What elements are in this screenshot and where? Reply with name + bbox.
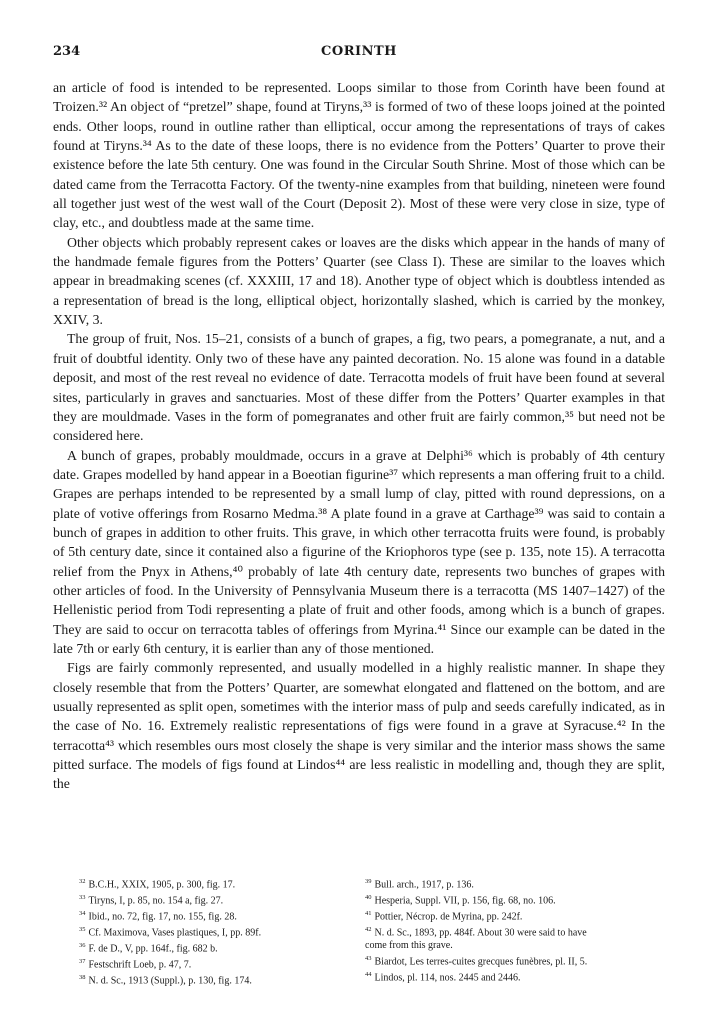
page-number: 234 xyxy=(53,44,81,59)
footnote-text: N. d. Sc., 1913 (Suppl.), p. 130, fig. 174. xyxy=(88,975,252,987)
footnote-number: 41 xyxy=(365,910,372,918)
footnote-number: 43 xyxy=(365,954,372,962)
footnote xyxy=(365,876,665,892)
page-header xyxy=(53,44,665,64)
footnote-text: Ibid., no. 72, fig. 17, no. 155, fig. 28. xyxy=(88,911,237,923)
footnote-text: Cf. Maximova, Vases plastiques, I, pp. 89f. xyxy=(88,927,262,939)
paragraph: Other objects which probably represent cakes or loaves are the disks which appear in the hands of many of the handmade female figures from the Potters’ Quarter (see Class I). These are similar to the loaves which appear in breadmaking scenes (cf. XXXIII, 17 and 18). Another type of object which is doubtless intended as a representation of bread is the long, elliptical object, horizontally slashed, which is carried by the monkey, XXIV, 3. xyxy=(53,234,665,328)
body-text xyxy=(53,78,665,794)
paragraph: The group of fruit, Nos. 15–21, consists of a bunch of grapes, a fig, two pears, a pomegranate, a nut, and a fruit of doubtful identity. Only two of these have any painted decoration. No. 15 alone was found in a datable deposit, and most of the rest reveal no evidence of date. Terracotta models of fruit have been found at several sites, particularly in graves and sanctuaries. Most of these differ from the Potters’ Quarter examples in that they are mouldmade. Vases in the form of pomegranates and other fruit are fairly common,³⁵ but need not be considered here. xyxy=(53,331,665,444)
footnotes-left-column xyxy=(79,876,371,988)
footnote-number: 36 xyxy=(79,942,86,950)
footnotes xyxy=(53,876,665,986)
footnote-number: 34 xyxy=(79,910,86,918)
footnote xyxy=(79,956,371,972)
footnote-number: 33 xyxy=(79,894,86,902)
footnote-number: 42 xyxy=(365,926,372,934)
footnote-text: F. de D., V, pp. 164f., fig. 682 b. xyxy=(88,943,218,955)
footnote xyxy=(365,908,665,924)
footnote xyxy=(79,924,371,940)
footnote-text: Tiryns, I, p. 85, no. 154 a, fig. 27. xyxy=(88,895,224,907)
footnote-text: Biardot, Les terres-cuites grecques funèbres, pl. II, 5. xyxy=(374,956,588,968)
footnote-number: 32 xyxy=(79,878,86,885)
footnote-number: 35 xyxy=(79,926,86,934)
running-head: CORINTH xyxy=(321,44,397,59)
footnote xyxy=(79,908,371,924)
footnote-text: Lindos, pl. 114, nos. 2445 and 2446. xyxy=(374,972,521,984)
footnote xyxy=(365,892,665,908)
footnote-text: Pottier, Nécrop. de Myrina, pp. 242f. xyxy=(374,911,523,923)
footnote-text: B.C.H., XXIX, 1905, p. 300, fig. 17. xyxy=(88,879,236,891)
footnote xyxy=(79,892,371,908)
paragraph: Figs are fairly commonly represented, and usually modelled in a highly realistic manner. In shape they closely resemble that from the Potters’ Quarter, are somewhat elongated and flattened on the bottom, and are usually represented as split open, sometimes with the interior mass of pulp and seeds carefully indicated, as in the case of No. 16. Extremely realistic representations of figs were found in a grave at Syracuse.⁴² In the terracotta⁴³ which resembles ours most closely the shape is very similar and the interior mass shows the same pitted surface. The models of figs found at Lindos⁴⁴ are less realistic in modelling and, though they are split, the xyxy=(53,660,665,792)
footnote xyxy=(79,876,371,892)
footnote-number: 40 xyxy=(365,894,372,902)
footnotes-right-column xyxy=(365,876,665,985)
footnote-number: 44 xyxy=(365,970,372,978)
footnote xyxy=(79,940,371,956)
footnote-text: come from this grave. xyxy=(365,940,453,952)
footnote-text: N. d. Sc., 1893, pp. 484f. About 30 were said to have xyxy=(374,927,587,939)
footnote-continuation xyxy=(365,940,665,953)
footnote xyxy=(365,969,665,985)
footnote xyxy=(365,953,665,969)
footnote-number: 38 xyxy=(79,974,86,982)
footnote-text: Bull. arch., 1917, p. 136. xyxy=(374,879,474,891)
footnote-text: Hesperia, Suppl. VII, p. 156, fig. 68, no. 106. xyxy=(374,895,556,907)
footnote-number: 39 xyxy=(365,878,372,885)
footnote-text: Festschrift Loeb, p. 47, 7. xyxy=(88,959,192,971)
footnote-number: 37 xyxy=(79,958,86,966)
paragraph: A bunch of grapes, probably mouldmade, occurs in a grave at Delphi³⁶ which is probably of 4th century date. Grapes modelled by hand appear in a Boeotian figurine³⁷ which represents a man offering fruit to a child. Grapes are perhaps intended to be represented by a small lump of clay, pitted with round depressions, on a plate of votive offerings from Rosarno Medma.³⁸ A plate found in a grave at Carthage³⁹ was said to contain a bunch of grapes in addition to other fruits. This grave, in which other terracotta fruits were found, is probably of 5th century date, since it contained also a figurine of the Kriophoros type (see p. 135, note 15). A terracotta relief from the Pnyx in Athens,⁴⁰ probably of late 4th century date, represents two bunches of grapes with other articles of food. In the University of Pennsylvania Museum there is a terracotta (MS 1407–1427) of the Hellenistic period from Todi representing a plate of fruit and other foods, among which is a bunch of grapes. They are said to occur on terracotta tables of offerings from Myrina.⁴¹ Since our example can be dated in the late 7th or early 6th century, it is earlier than any of those mentioned. xyxy=(53,447,665,656)
footnote xyxy=(79,972,371,988)
footnote xyxy=(365,924,665,940)
paragraph: an article of food is intended to be represented. Loops similar to those from Corinth have been found at Troizen.³² An object of “pretzel” shape, found at Tiryns,³³ is formed of two of these loops joined at the pointed ends. Other loops, round in outline rather than elliptical, occur among the representations of trays of cakes found at Tiryns.³⁴ As to the date of these loops, there is no evidence from the Potters’ Quarter to prove their existence before the late 5th century. One was found in the Circular South Shrine. Most of those which can be dated came from the Terracotta Factory. Of the twenty-nine examples from that building, nineteen were found all together just west of the west wall of the Court (Deposit 2). Most of these were very close in size, type of clay, etc., and doubtless made at the same time. xyxy=(53,80,665,231)
